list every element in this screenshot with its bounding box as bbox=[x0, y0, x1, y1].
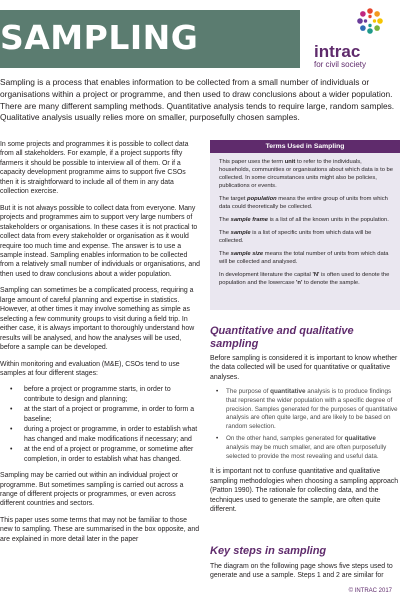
right-paragraph-2: It is important not to confuse quantitative and qualitative sampling methodologies when choosing a sampling approach (Patton 1990). The rationale for collecting data, and the techniques used to generate the sample, are often quite different. bbox=[210, 468, 399, 514]
term-text: is a list of all the known units in the population. bbox=[268, 216, 389, 223]
list-item: • at the end of a project or programme, or sometime after completion, in order to establish what has changed. bbox=[24, 445, 200, 464]
left-column bbox=[0, 140, 200, 551]
analysis-list bbox=[226, 388, 400, 461]
term-unit bbox=[219, 159, 394, 191]
term-population bbox=[219, 196, 394, 212]
term-sample-size bbox=[219, 251, 394, 267]
term-keyword: sample bbox=[230, 229, 251, 236]
term-text: In development literature the capital bbox=[219, 271, 313, 278]
term-sample-frame bbox=[219, 217, 394, 225]
left-paragraph-3: Sampling can sometimes be a complicated process, requiring a large amount of careful planning and expertise in statistics. However, at other times it may involve something as simple as selecting a few community groups to visit during a field trip. In either case, it is always important to thoroughly understand how results will be analysed, and how the analyses will be used, before a sample can be developed. bbox=[0, 287, 195, 352]
list-text: analysis may be much smaller, and are often purposefully selected to provide the most revealing and useful data. bbox=[226, 444, 387, 460]
term-text: This paper uses the term bbox=[219, 159, 285, 165]
copyright: © INTRAC 2017 bbox=[348, 588, 392, 594]
right-column-1 bbox=[210, 354, 400, 521]
heading-quant-qual: Quantitative and qualitative sampling bbox=[210, 325, 354, 351]
term-keyword: population bbox=[247, 195, 277, 202]
page-title: SAMPLING bbox=[0, 18, 199, 57]
logo-tagline: for civil society bbox=[314, 60, 367, 69]
left-paragraph-1: In some projects and programmes it is possible to collect data from all stakeholders. For example, if a project supports fifty farmers it should be possible to interview all of them. Or if a capacity development programme aims to support five CSOs then it is straightforward to include all of them in any data collection exercise. bbox=[0, 141, 189, 196]
right-column-2 bbox=[210, 562, 400, 587]
list-text: The purpose of bbox=[226, 388, 271, 396]
term-keyword: sample frame bbox=[230, 216, 268, 223]
right-paragraph-1: Before sampling is considered it is important to know whether the data collected will be used for quantitative or qualitative analyses. bbox=[210, 355, 398, 381]
terms-box-body bbox=[210, 153, 400, 288]
term-text: is a list of specific units from which data will be collected. bbox=[219, 229, 372, 244]
list-item: • before a project or programme starts, in order to contribute to design and planning; bbox=[24, 385, 200, 404]
term-text: is often used to denote the population and the lowercase bbox=[219, 271, 390, 286]
list-item: • during a project or programme, in order to establish what has changed and make modifications if necessary; and bbox=[24, 425, 200, 444]
term-keyword: sample size bbox=[230, 250, 264, 257]
heading-key-steps: Key steps in sampling bbox=[210, 545, 327, 557]
right-paragraph-3: The diagram on the following page shows five steps used to generate and use a sample. Steps 1 and 2 are similar for bbox=[210, 563, 393, 580]
left-paragraph-2: But it is not always possible to collect data from everyone. Many projects and programmes aim to support very large numbers of stakeholders or organisations. In these cases it is not practical to collect data from every stakeholder or organisation as it would require too much time and expense. The answer is to use a sample instead. Sampling enables information to be collected from a relatively small number of individuals or organisations, and then used to draw conclusions about a wider population. bbox=[0, 204, 200, 278]
list-text: analysis is to produce findings that represent the wider population with a specific degree of precision. Samples generated for the purposes of quantitative analysis are often quite large, and are likely to be based on random selection. bbox=[226, 388, 398, 430]
list-item bbox=[226, 388, 400, 431]
intro-paragraph bbox=[0, 77, 400, 124]
term-keyword: 'N' bbox=[312, 271, 320, 278]
logo-name: intrac bbox=[314, 42, 361, 61]
left-paragraph-6: This paper uses some terms that may not be familiar to those new to sampling. These are summarised in the box opposite, and are explained in more detail later in the paper bbox=[0, 516, 200, 543]
list-item bbox=[226, 435, 400, 461]
term-notation bbox=[219, 272, 394, 288]
term-text: The target bbox=[219, 195, 248, 202]
term-keyword: unit bbox=[284, 159, 296, 165]
terms-box bbox=[210, 140, 400, 310]
term-text: The bbox=[219, 229, 231, 236]
stages-list bbox=[24, 385, 200, 464]
term-text: means the total number of units from which data will be collected and analysed. bbox=[219, 250, 389, 265]
list-keyword: quantitative bbox=[270, 388, 306, 396]
term-text: The bbox=[219, 216, 231, 223]
terms-box-heading: Terms Used in Sampling bbox=[210, 140, 400, 153]
list-keyword: qualitative bbox=[344, 435, 376, 443]
left-paragraph-5: Sampling may be carried out within an individual project or programme. But sometimes sampling is carried out across a range of different projects or programmes, or even across different countries and sectors. bbox=[0, 472, 184, 508]
list-text: On the other hand, samples generated for bbox=[226, 435, 345, 443]
term-text: to denote the sample. bbox=[302, 279, 360, 286]
intro-text: Sampling is a process that enables information to be collected from a small number of individuals or organisations within a project or programme, and then used to draw conclusions about a wider population. There are many different sampling methods. Quantitative analysis tends to require large, random samples. Qualitative analysis usually relies more on smaller, purposefully chosen samples. bbox=[0, 77, 395, 123]
term-text: to refer to the individuals, households, communities or organisations about which data is to be collected. In some circumstances units might also be policies, publications or events. bbox=[219, 159, 394, 189]
term-keyword: 'n' bbox=[296, 279, 303, 286]
term-text: means the entire group of units from which data could theoretically be collected. bbox=[219, 195, 388, 210]
term-text: The bbox=[219, 250, 231, 257]
term-sample bbox=[219, 230, 394, 246]
left-paragraph-4: Within monitoring and evaluation (M&E), CSOs tend to use samples at four different stages: bbox=[0, 360, 180, 377]
list-item: • at the start of a project or programme, in order to form a baseline; bbox=[24, 405, 200, 424]
